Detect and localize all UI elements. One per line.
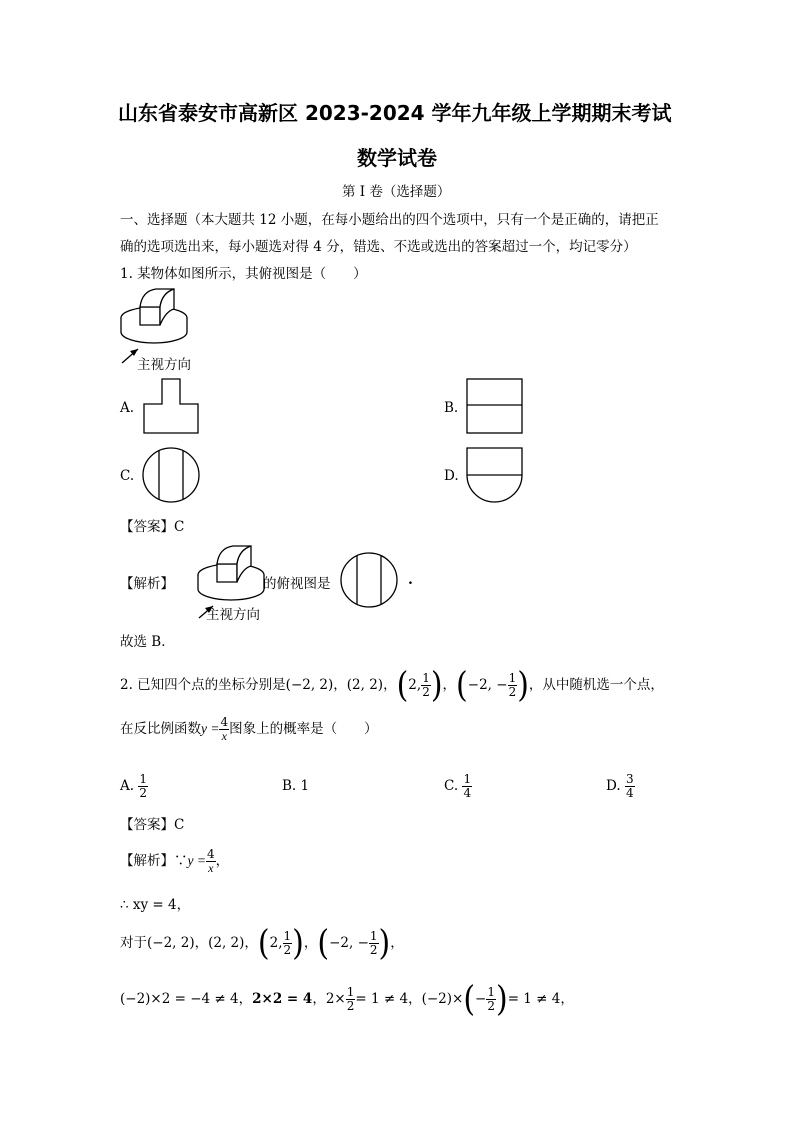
q1-stem: 1. 某物体如图所示，其俯视图是（ ） — [120, 266, 367, 282]
q2-sep-2: ， — [383, 677, 397, 693]
q2-option-a-fraction — [138, 773, 148, 800]
q2-line2-start: 在反比例函数 — [120, 721, 201, 737]
q1-option-b-label: B. — [444, 400, 459, 416]
q2-calc-2: 2×2 = 4 — [252, 991, 313, 1007]
q2-for-paren-close-4: ) — [378, 922, 391, 964]
q1-option-c-figure — [142, 447, 200, 503]
q2-analysis-line-1 — [120, 845, 229, 877]
q2-paren-close-3: ) — [430, 664, 443, 706]
q2-calc-sep-2: ， — [312, 991, 326, 1007]
q1-option-b-figure — [466, 378, 523, 434]
q2-calc-end: ， — [560, 991, 574, 1007]
q2-for-end-comma: ， — [390, 935, 404, 951]
q2-analysis-y: y = — [187, 853, 206, 868]
q2-function-num: 4 — [220, 715, 229, 729]
q2-point-3-num: 1 — [422, 671, 430, 685]
q2-calc-sep-1: ， — [238, 991, 253, 1007]
q2-stem-line-2 — [120, 713, 378, 745]
q2-analysis-comma: ， — [215, 853, 230, 869]
section-heading: 第 I 卷（选择题） — [342, 184, 451, 200]
q2-calc-3-b: = 1 ≠ 4 — [355, 991, 409, 1007]
q2-for-paren-open-4: ( — [317, 922, 330, 964]
q2-option-d — [606, 773, 635, 800]
q2-paren-close-4: ) — [517, 664, 529, 706]
q2-sep-3: ， — [442, 677, 457, 693]
q2-option-c-den: 4 — [463, 786, 472, 800]
q1-option-c-label: C. — [120, 468, 135, 484]
q2-stem-start: 2. 已知四个点的坐标分别是 — [120, 677, 286, 693]
q2-point-2: (2, 2) — [346, 677, 384, 693]
q1-answer: 【答案】C — [120, 519, 185, 535]
q2-for-point-1: (−2, 2) — [147, 935, 195, 951]
q2-option-d-label: D. — [606, 778, 621, 794]
q2-for-point-2: (2, 2) — [208, 935, 245, 951]
q2-stem-line-1 — [120, 664, 664, 706]
q1-analysis-direction-label: 主视方向 — [206, 607, 260, 623]
doc-title: 山东省泰安市高新区 2023-2024 学年九年级上学期期末考试 — [118, 101, 672, 125]
doc-subtitle: 数学试卷 — [357, 146, 437, 170]
q2-option-c-fraction — [462, 773, 472, 800]
q2-therefore-line: ∴ xy = 4， — [120, 897, 191, 913]
q2-sep-1: ， — [333, 677, 347, 693]
q2-option-d-fraction — [625, 773, 635, 800]
q2-calc-1: (−2)×2 = −4 ≠ 4 — [120, 991, 239, 1007]
q2-paren-open-3: ( — [396, 664, 409, 706]
q2-calc-line — [120, 978, 574, 1020]
q2-calc-4-paren-close: ) — [495, 978, 508, 1020]
q2-point-4-num: 1 — [508, 671, 517, 685]
q2-calc-4-minus: − — [475, 991, 487, 1007]
q1-solid-figure — [118, 285, 198, 355]
q2-function-fraction — [219, 716, 229, 743]
q2-point-4-fraction — [508, 672, 518, 699]
q2-for-point-4-den: 2 — [369, 943, 378, 957]
q2-point-4-x: −2, − — [467, 677, 508, 693]
q2-analysis-den: x — [206, 861, 216, 875]
q2-analysis-num: 4 — [206, 847, 215, 861]
q2-for-sep-1: ， — [194, 935, 209, 951]
q2-answer: 【答案】C — [120, 817, 185, 833]
q1-option-a-label: A. — [120, 400, 135, 416]
q2-for-sep-2: ， — [244, 935, 258, 951]
q2-for-point-4-x: −2, − — [329, 935, 369, 951]
q2-for-point-3-x: 2, — [269, 935, 283, 951]
q2-calc-4-fraction — [486, 986, 496, 1013]
q2-points-line — [120, 922, 404, 964]
q2-option-a-den: 2 — [139, 786, 147, 800]
q1-analysis-label: 【解析】 — [120, 576, 174, 592]
q1-conclusion: 故选 B． — [120, 634, 175, 650]
q2-option-c — [444, 773, 472, 800]
q1-analysis-top-view — [340, 552, 398, 608]
q1-analysis-end: . — [408, 572, 413, 588]
q2-calc-4-a: (−2)× — [421, 991, 464, 1007]
q1-option-a-figure — [143, 378, 199, 434]
q2-point-3-den: 2 — [422, 685, 430, 699]
q2-for-point-3-den: 2 — [283, 943, 292, 957]
q2-point-1: (−2, 2) — [285, 677, 334, 693]
q2-for-point-3-num: 1 — [283, 929, 292, 943]
q2-stem-end: ，从中随机选一个点， — [528, 677, 664, 693]
q2-calc-4-b: = 1 ≠ 4 — [507, 991, 561, 1007]
q2-for-sep-3: ， — [303, 935, 318, 951]
q2-for-point-4-num: 1 — [369, 929, 378, 943]
q2-point-4-den: 2 — [508, 685, 517, 699]
q2-option-d-den: 4 — [625, 786, 634, 800]
q2-calc-4-num: 1 — [487, 985, 495, 999]
q2-paren-open-4: ( — [456, 664, 468, 706]
q2-calc-3-fraction — [346, 986, 356, 1013]
q2-line2-end: 图象上的概率是（ ） — [229, 721, 378, 737]
q2-point-3-x: 2, — [408, 677, 422, 693]
q2-option-d-num: 3 — [625, 772, 634, 786]
intro-line-1: 一、选择题（本大题共 12 小题，在每小题给出的四个选项中，只有一个是正确的，请把正 — [120, 212, 659, 228]
q1-analysis-mid-text: 的俯视图是 — [263, 576, 331, 592]
q2-calc-3-num: 1 — [346, 985, 355, 999]
q2-calc-4-paren-open: ( — [463, 978, 476, 1020]
q2-option-a-label: A. — [120, 778, 135, 794]
q2-function-y: y = — [201, 721, 220, 736]
q1-option-d-label: D. — [444, 468, 459, 484]
q2-for-paren-open-3: ( — [257, 922, 270, 964]
q2-option-c-num: 1 — [463, 772, 472, 786]
q2-for-point-3-fraction — [283, 930, 293, 957]
q2-for-point-4-fraction — [369, 930, 379, 957]
q1-option-d-figure — [466, 447, 523, 503]
q2-analysis-label: 【解析】 — [120, 853, 174, 869]
q2-option-c-label: C. — [444, 778, 459, 794]
q2-for-label: 对于 — [120, 935, 147, 951]
q2-calc-3-a: 2× — [325, 991, 346, 1007]
q2-option-b: B. 1 — [282, 778, 310, 794]
q2-because: ∵ — [174, 853, 188, 869]
q2-function-den: x — [219, 729, 229, 743]
q2-analysis-fraction — [206, 848, 216, 875]
intro-line-2: 确的选项选出来，每小题选对得 4 分，错选、不选或选出的答案超过一个，均记零分） — [120, 239, 637, 255]
q2-option-a-num: 1 — [139, 772, 147, 786]
q2-option-a — [120, 773, 148, 800]
q2-calc-3-den: 2 — [346, 999, 355, 1013]
q2-calc-4-den: 2 — [487, 999, 495, 1013]
q2-for-paren-close-3: ) — [292, 922, 304, 964]
q2-calc-sep-3: ， — [408, 991, 422, 1007]
q1-direction-label: 主视方向 — [137, 357, 191, 373]
q2-point-3-fraction — [421, 672, 431, 699]
